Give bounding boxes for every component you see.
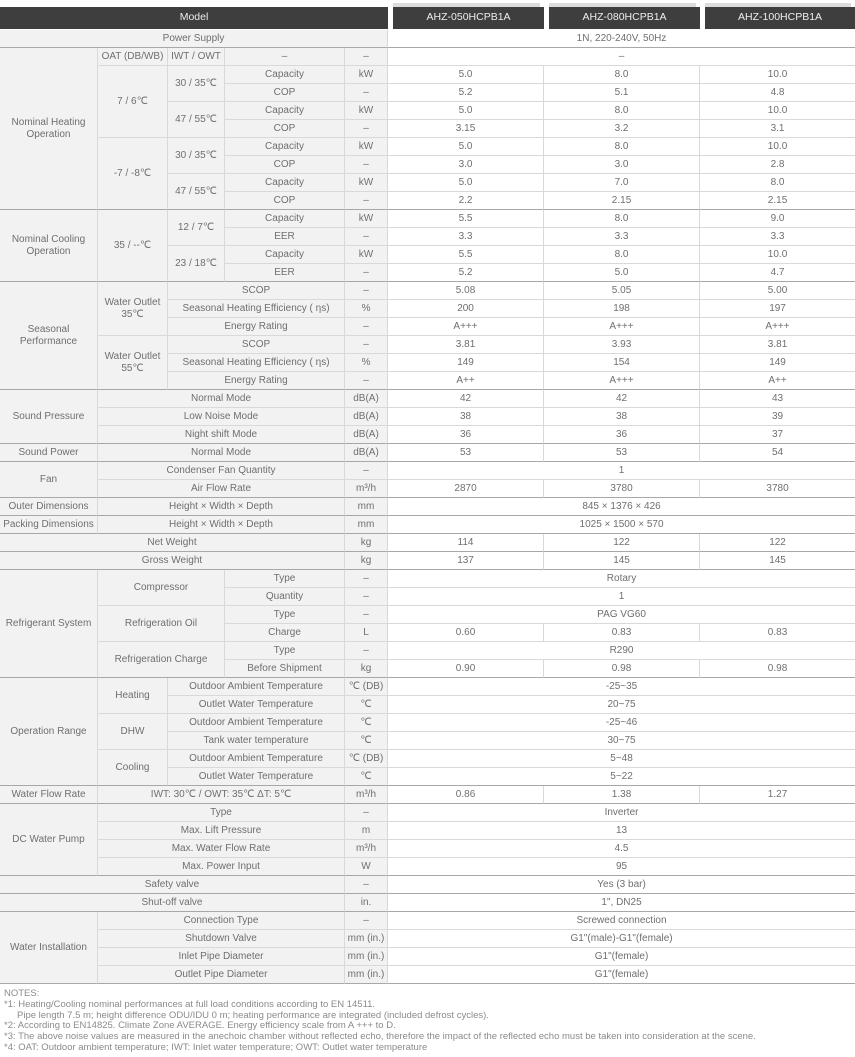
- value-cell: A++: [700, 372, 855, 390]
- label-cell: ℃: [345, 714, 388, 732]
- table-row: [0, 858, 855, 876]
- table-row: [0, 7, 855, 30]
- label-cell: kW: [345, 138, 388, 156]
- label-cell: m³/h: [345, 840, 388, 858]
- label-cell: Inlet Pipe Diameter: [98, 948, 345, 966]
- value-cell: 2.8: [700, 156, 855, 174]
- value-cell: 3.3: [700, 228, 855, 246]
- label-cell: COP: [225, 84, 345, 102]
- label-cell: Outdoor Ambient Temperature: [168, 678, 345, 696]
- label-cell: 35 / --℃: [98, 210, 168, 282]
- label-cell: Capacity: [225, 210, 345, 228]
- label-cell: IWT: 30℃ / OWT: 35℃ ΔT: 5℃: [98, 786, 345, 804]
- label-cell: dB(A): [345, 426, 388, 444]
- label-cell: –: [345, 642, 388, 660]
- table-row: [0, 336, 855, 354]
- value-cell: 114: [388, 534, 544, 552]
- label-cell: Fan: [0, 462, 98, 498]
- spec-table-body: [0, 7, 855, 984]
- value-cell: 5.08: [388, 282, 544, 300]
- value-cell: 5.1: [544, 84, 700, 102]
- label-cell: ℃ (DB): [345, 678, 388, 696]
- value-cell: 10.0: [700, 246, 855, 264]
- value-cell: 5.0: [544, 264, 700, 282]
- label-cell: ℃ (DB): [345, 750, 388, 768]
- table-row: [0, 840, 855, 858]
- table-row: [0, 606, 855, 624]
- value-cell: 3780: [544, 480, 700, 498]
- label-cell: Condenser Fan Quantity: [98, 462, 345, 480]
- table-row: [0, 822, 855, 840]
- value-cell: 0.98: [700, 660, 855, 678]
- label-cell: Nominal Cooling Operation: [0, 210, 98, 282]
- value-cell: 3.15: [388, 120, 544, 138]
- label-cell: Height × Width × Depth: [98, 498, 345, 516]
- label-cell: Outlet Water Temperature: [168, 768, 345, 786]
- value-cell: G1"(female): [388, 966, 855, 984]
- table-row: [0, 534, 855, 552]
- value-cell: 43: [700, 390, 855, 408]
- table-row: [0, 426, 855, 444]
- label-cell: 23 / 18℃: [168, 246, 225, 282]
- label-cell: kg: [345, 552, 388, 570]
- value-cell: 3.0: [388, 156, 544, 174]
- label-cell: –: [345, 804, 388, 822]
- label-cell: –: [345, 462, 388, 480]
- model-label-cell: Model: [0, 7, 388, 30]
- value-cell: –: [388, 48, 855, 66]
- label-cell: mm: [345, 498, 388, 516]
- label-cell: Water Flow Rate: [0, 786, 98, 804]
- label-cell: EER: [225, 264, 345, 282]
- value-cell: A+++: [544, 318, 700, 336]
- label-cell: Water Installation: [0, 912, 98, 984]
- label-cell: kW: [345, 210, 388, 228]
- value-cell: Screwed connection: [388, 912, 855, 930]
- label-cell: 47 / 55℃: [168, 174, 225, 210]
- value-cell: 1", DN25: [388, 894, 855, 912]
- value-cell: 5.0: [388, 66, 544, 84]
- label-cell: Night shift Mode: [98, 426, 345, 444]
- label-cell: Quantity: [225, 588, 345, 606]
- value-cell: 53: [388, 444, 544, 462]
- label-cell: Seasonal Performance: [0, 282, 98, 390]
- label-cell: Compressor: [98, 570, 225, 606]
- label-cell: Sound Pressure: [0, 390, 98, 444]
- label-cell: –: [345, 912, 388, 930]
- label-cell: Air Flow Rate: [98, 480, 345, 498]
- label-cell: mm (in.): [345, 966, 388, 984]
- value-cell: 8.0: [544, 246, 700, 264]
- label-cell: Connection Type: [98, 912, 345, 930]
- label-cell: 47 / 55℃: [168, 102, 225, 138]
- note-line: *1: Heating/Cooling nominal performances at full load conditions according to EN 14511.: [4, 998, 376, 1010]
- label-cell: Normal Mode: [98, 444, 345, 462]
- label-cell: 7 / 6℃: [98, 66, 168, 138]
- label-cell: –: [345, 84, 388, 102]
- label-cell: –: [225, 48, 345, 66]
- label-cell: EER: [225, 228, 345, 246]
- value-cell: A+++: [700, 318, 855, 336]
- label-cell: dB(A): [345, 408, 388, 426]
- label-cell: kg: [345, 534, 388, 552]
- table-row: [0, 912, 855, 930]
- label-cell: Outlet Water Temperature: [168, 696, 345, 714]
- note-line: *3: The above noise values are measured in the anechoic chamber without reflected echo, therefore the impact of the reflected echo must be taken into consideration at the scene.: [4, 1031, 756, 1043]
- table-row: [0, 714, 855, 732]
- value-cell: 5.5: [388, 246, 544, 264]
- label-cell: –: [345, 876, 388, 894]
- label-cell: Capacity: [225, 174, 345, 192]
- value-cell: G1"(female): [388, 948, 855, 966]
- value-cell: 37: [700, 426, 855, 444]
- label-cell: SCOP: [168, 282, 345, 300]
- label-cell: –: [345, 228, 388, 246]
- value-cell: 3.2: [544, 120, 700, 138]
- label-cell: OAT (DB/WB): [98, 48, 168, 66]
- label-cell: Nominal Heating Operation: [0, 48, 98, 210]
- label-cell: 30 / 35℃: [168, 66, 225, 102]
- label-cell: Charge: [225, 624, 345, 642]
- value-cell: 2.15: [544, 192, 700, 210]
- value-cell: 1025 × 1500 × 570: [388, 516, 855, 534]
- value-cell: G1"(male)-G1"(female): [388, 930, 855, 948]
- value-cell: 5.05: [544, 282, 700, 300]
- value-cell: 36: [544, 426, 700, 444]
- label-cell: Water Outlet 35℃: [98, 282, 168, 336]
- label-cell: Max. Water Flow Rate: [98, 840, 345, 858]
- table-row: [0, 390, 855, 408]
- label-cell: dB(A): [345, 444, 388, 462]
- label-cell: %: [345, 300, 388, 318]
- value-cell: 3.1: [700, 120, 855, 138]
- table-row: [0, 552, 855, 570]
- value-cell: 145: [544, 552, 700, 570]
- value-cell: A+++: [388, 318, 544, 336]
- model-header-cell: AHZ-080HCPB1A: [544, 7, 700, 30]
- label-cell: ℃: [345, 732, 388, 750]
- label-cell: –: [345, 192, 388, 210]
- value-cell: 36: [388, 426, 544, 444]
- value-cell: 3.81: [388, 336, 544, 354]
- table-row: [0, 66, 855, 84]
- label-cell: Type: [98, 804, 345, 822]
- label-cell: Normal Mode: [98, 390, 345, 408]
- value-cell: 8.0: [700, 174, 855, 192]
- label-cell: 12 / 7℃: [168, 210, 225, 246]
- label-cell: mm: [345, 516, 388, 534]
- label-cell: Safety valve: [0, 876, 345, 894]
- value-cell: 0.86: [388, 786, 544, 804]
- value-cell: 122: [544, 534, 700, 552]
- table-row: [0, 462, 855, 480]
- value-cell: 10.0: [700, 102, 855, 120]
- label-cell: Height × Width × Depth: [98, 516, 345, 534]
- value-cell: 1.27: [700, 786, 855, 804]
- value-cell: 4.8: [700, 84, 855, 102]
- label-cell: –: [345, 156, 388, 174]
- value-cell: 4.7: [700, 264, 855, 282]
- label-cell: 30 / 35℃: [168, 138, 225, 174]
- value-cell: 5.5: [388, 210, 544, 228]
- label-cell: Type: [225, 570, 345, 588]
- value-cell: 5.2: [388, 264, 544, 282]
- value-cell: 845 × 1376 × 426: [388, 498, 855, 516]
- label-cell: Outlet Pipe Diameter: [98, 966, 345, 984]
- label-cell: dB(A): [345, 390, 388, 408]
- value-cell: 1.38: [544, 786, 700, 804]
- label-cell: m: [345, 822, 388, 840]
- value-cell: 197: [700, 300, 855, 318]
- value-cell: 0.83: [700, 624, 855, 642]
- table-row: [0, 750, 855, 768]
- label-cell: –: [345, 264, 388, 282]
- table-row: [0, 480, 855, 498]
- label-cell: COP: [225, 156, 345, 174]
- label-cell: Capacity: [225, 138, 345, 156]
- table-row: [0, 30, 855, 48]
- label-cell: Packing Dimensions: [0, 516, 98, 534]
- label-cell: m³/h: [345, 786, 388, 804]
- model-header-cell: AHZ-050HCPB1A: [388, 7, 544, 30]
- value-cell: 3780: [700, 480, 855, 498]
- label-cell: Max. Lift Pressure: [98, 822, 345, 840]
- label-cell: ℃: [345, 768, 388, 786]
- label-cell: Refrigerant System: [0, 570, 98, 678]
- label-cell: Capacity: [225, 102, 345, 120]
- spec-table: [0, 7, 855, 984]
- label-cell: DC Water Pump: [0, 804, 98, 876]
- label-cell: kW: [345, 102, 388, 120]
- value-cell: R290: [388, 642, 855, 660]
- value-cell: 8.0: [544, 138, 700, 156]
- table-row: [0, 930, 855, 948]
- value-cell: 154: [544, 354, 700, 372]
- label-cell: W: [345, 858, 388, 876]
- value-cell: 3.3: [388, 228, 544, 246]
- value-cell: 2870: [388, 480, 544, 498]
- value-cell: 5.2: [388, 84, 544, 102]
- value-cell: 39: [700, 408, 855, 426]
- value-cell: Rotary: [388, 570, 855, 588]
- label-cell: in.: [345, 894, 388, 912]
- label-cell: –: [345, 336, 388, 354]
- value-cell: 30~75: [388, 732, 855, 750]
- value-cell: 198: [544, 300, 700, 318]
- value-cell: 53: [544, 444, 700, 462]
- label-cell: kg: [345, 660, 388, 678]
- value-cell: 3.0: [544, 156, 700, 174]
- label-cell: Refrigeration Oil: [98, 606, 225, 642]
- value-cell: 5.0: [388, 174, 544, 192]
- value-cell: 1: [388, 588, 855, 606]
- value-cell: A+++: [544, 372, 700, 390]
- label-cell: Heating: [98, 678, 168, 714]
- label-cell: DHW: [98, 714, 168, 750]
- value-cell: 20~75: [388, 696, 855, 714]
- table-row: [0, 966, 855, 984]
- table-row: [0, 678, 855, 696]
- value-cell: 3.3: [544, 228, 700, 246]
- value-cell: 5~48: [388, 750, 855, 768]
- label-cell: –: [345, 372, 388, 390]
- label-cell: Outdoor Ambient Temperature: [168, 714, 345, 732]
- value-cell: 42: [388, 390, 544, 408]
- value-cell: 10.0: [700, 138, 855, 156]
- label-cell: Max. Power Input: [98, 858, 345, 876]
- label-cell: Gross Weight: [0, 552, 345, 570]
- table-row: [0, 570, 855, 588]
- table-row: [0, 408, 855, 426]
- label-cell: -7 / -8℃: [98, 138, 168, 210]
- label-cell: Seasonal Heating Efficiency ( ηs): [168, 354, 345, 372]
- label-cell: kW: [345, 174, 388, 192]
- label-cell: Capacity: [225, 66, 345, 84]
- value-cell: 149: [700, 354, 855, 372]
- label-cell: Tank water temperature: [168, 732, 345, 750]
- value-cell: 7.0: [544, 174, 700, 192]
- value-cell: 8.0: [544, 210, 700, 228]
- value-cell: 5~22: [388, 768, 855, 786]
- notes-section: [4, 989, 852, 1054]
- table-row: [0, 642, 855, 660]
- model-header-cell: AHZ-100HCPB1A: [700, 7, 855, 30]
- value-cell: 137: [388, 552, 544, 570]
- table-row: [0, 804, 855, 822]
- label-cell: Operation Range: [0, 678, 98, 786]
- value-cell: 1N, 220-240V, 50Hz: [388, 30, 855, 48]
- label-cell: Shut-off valve: [0, 894, 345, 912]
- table-row: [0, 48, 855, 66]
- value-cell: 200: [388, 300, 544, 318]
- table-row: [0, 282, 855, 300]
- label-cell: –: [345, 318, 388, 336]
- label-cell: Outdoor Ambient Temperature: [168, 750, 345, 768]
- label-cell: m³/h: [345, 480, 388, 498]
- table-row: [0, 786, 855, 804]
- label-cell: mm (in.): [345, 930, 388, 948]
- label-cell: –: [345, 282, 388, 300]
- value-cell: 8.0: [544, 66, 700, 84]
- label-cell: L: [345, 624, 388, 642]
- table-row: [0, 516, 855, 534]
- value-cell: 13: [388, 822, 855, 840]
- table-row: [0, 444, 855, 462]
- table-row: [0, 894, 855, 912]
- value-cell: 5.00: [700, 282, 855, 300]
- value-cell: 9.0: [700, 210, 855, 228]
- value-cell: PAG VG60: [388, 606, 855, 624]
- label-cell: Sound Power: [0, 444, 98, 462]
- label-cell: Type: [225, 606, 345, 624]
- label-cell: Power Supply: [0, 30, 388, 48]
- label-cell: Net Weight: [0, 534, 345, 552]
- value-cell: 42: [544, 390, 700, 408]
- label-cell: COP: [225, 192, 345, 210]
- value-cell: -25~46: [388, 714, 855, 732]
- notes-heading: NOTES:: [4, 988, 40, 999]
- label-cell: Seasonal Heating Efficiency ( ηs): [168, 300, 345, 318]
- value-cell: 8.0: [544, 102, 700, 120]
- table-row: [0, 948, 855, 966]
- label-cell: Low Noise Mode: [98, 408, 345, 426]
- label-cell: –: [345, 120, 388, 138]
- label-cell: Cooling: [98, 750, 168, 786]
- label-cell: Water Outlet 55℃: [98, 336, 168, 390]
- value-cell: 0.98: [544, 660, 700, 678]
- label-cell: ℃: [345, 696, 388, 714]
- label-cell: Energy Rating: [168, 318, 345, 336]
- label-cell: IWT / OWT: [168, 48, 225, 66]
- label-cell: Shutdown Valve: [98, 930, 345, 948]
- note-line: *2: According to EN14825. Climate Zone AVERAGE. Energy efficiency scale from A +++ to D.: [4, 1020, 396, 1032]
- value-cell: 3.93: [544, 336, 700, 354]
- value-cell: 5.0: [388, 102, 544, 120]
- value-cell: 2.2: [388, 192, 544, 210]
- label-cell: –: [345, 588, 388, 606]
- value-cell: Yes (3 bar): [388, 876, 855, 894]
- label-cell: kW: [345, 246, 388, 264]
- label-cell: SCOP: [168, 336, 345, 354]
- value-cell: 38: [388, 408, 544, 426]
- value-cell: 5.0: [388, 138, 544, 156]
- label-cell: Type: [225, 642, 345, 660]
- table-row: [0, 210, 855, 228]
- value-cell: 4.5: [388, 840, 855, 858]
- value-cell: -25~35: [388, 678, 855, 696]
- value-cell: 54: [700, 444, 855, 462]
- value-cell: 0.83: [544, 624, 700, 642]
- label-cell: Outer Dimensions: [0, 498, 98, 516]
- label-cell: %: [345, 354, 388, 372]
- value-cell: 2.15: [700, 192, 855, 210]
- label-cell: Before Shipment: [225, 660, 345, 678]
- note-line: *4: OAT: Outdoor ambient temperature; IWT: Inlet water temperature; OWT: Outlet water temperature: [4, 1041, 428, 1053]
- table-row: [0, 138, 855, 156]
- table-row: [0, 876, 855, 894]
- value-cell: 3.81: [700, 336, 855, 354]
- label-cell: Capacity: [225, 246, 345, 264]
- value-cell: 0.60: [388, 624, 544, 642]
- label-cell: Energy Rating: [168, 372, 345, 390]
- label-cell: COP: [225, 120, 345, 138]
- label-cell: mm (in.): [345, 948, 388, 966]
- value-cell: Inverter: [388, 804, 855, 822]
- value-cell: 145: [700, 552, 855, 570]
- value-cell: 0.90: [388, 660, 544, 678]
- label-cell: kW: [345, 66, 388, 84]
- value-cell: 95: [388, 858, 855, 876]
- table-row: [0, 498, 855, 516]
- label-cell: –: [345, 48, 388, 66]
- value-cell: 1: [388, 462, 855, 480]
- value-cell: A++: [388, 372, 544, 390]
- value-cell: 122: [700, 534, 855, 552]
- label-cell: Refrigeration Charge: [98, 642, 225, 678]
- label-cell: –: [345, 570, 388, 588]
- label-cell: –: [345, 606, 388, 624]
- value-cell: 38: [544, 408, 700, 426]
- value-cell: 10.0: [700, 66, 855, 84]
- note-line: Pipe length 7.5 m; height difference ODU/IDU 0 m; heating performance are integrated (included defrost cycles).: [17, 1009, 489, 1021]
- value-cell: 149: [388, 354, 544, 372]
